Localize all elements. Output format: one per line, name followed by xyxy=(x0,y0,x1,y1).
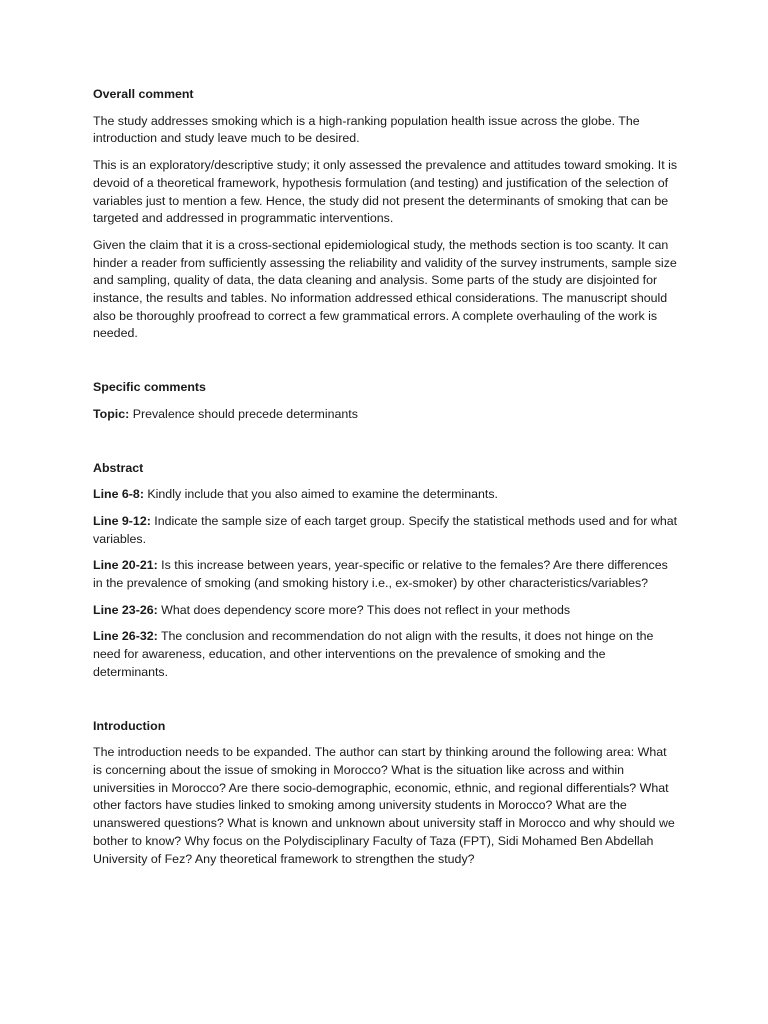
topic-text: Prevalence should precede determinants xyxy=(129,406,358,421)
review-document xyxy=(93,86,678,877)
line-ref-label: Line 26-32: xyxy=(93,629,158,644)
abstract-comment xyxy=(93,602,678,620)
abstract-comment-text: What does dependency score more? This does not reflect in your methods xyxy=(157,602,571,617)
abstract-comment xyxy=(93,628,678,681)
overall-paragraph-2: This is an exploratory/descriptive study; it only assessed the prevalence and attitudes toward smoking. It is devoid of a theoretical framework, hypothesis formulation (and testing) and justification of the selection of variables just to mention a few. Hence, the study did not present the determinants of smoking that can be targeted and addressed in programmatic interventions. xyxy=(93,158,678,226)
topic-label: Topic: xyxy=(93,406,130,421)
abstract-comment xyxy=(93,557,678,592)
abstract-comment xyxy=(93,513,678,548)
overall-paragraph-3: Given the claim that it is a cross-sectional epidemiological study, the methods section is too scanty. It can hinder a reader from sufficiently assessing the reliability and validity of the survey instruments, sample size and sampling, quality of data, the data cleaning and analysis. Some parts of the study are disjointed for instance, the results and tables. No information addressed ethical considerations. The manuscript should also be thoroughly proofread to correct a few grammatical errors. A complete overhauling of the work is needed. xyxy=(93,237,677,341)
abstract-comment-text: The conclusion and recommendation do not align with the results, it does not hinge on the need for awareness, education, and other interventions on the prevalence of smoking and the determinants. xyxy=(93,629,654,679)
abstract-comment xyxy=(93,486,678,504)
overall-comment-heading: Overall comment xyxy=(93,87,194,101)
line-ref-label: Line 23-26: xyxy=(93,602,158,617)
section-spacer xyxy=(93,352,678,379)
overall-paragraph-1: The study addresses smoking which is a high-ranking population health issue across the globe. The introduction and study leave much to be desired. xyxy=(93,113,640,146)
section-spacer xyxy=(93,691,678,718)
abstract-heading: Abstract xyxy=(93,460,144,475)
line-ref-label: Line 6-8: xyxy=(93,487,144,502)
specific-comments-heading: Specific comments xyxy=(93,380,206,395)
line-ref-label: Line 9-12: xyxy=(93,513,151,528)
introduction-paragraph: The introduction needs to be expanded. The author can start by thinking around the following area: What is concerning about the issue of smoking in Morocco? What is the situation like across and within universities in Morocco? Are there socio-demographic, economic, ethnic, and regional differentials? What other factors have studies linked to smoking among university students in Morocco? What are the unanswered questions? What is known and unknown about university staff in Morocco and why should we bother to know? Why focus on the Polydisciplinary Faculty of Taza (FPT), Sidi Mohamed Ben Abdellah University of Fez? Any theoretical framework to strengthen the study? xyxy=(93,745,675,866)
abstract-comment-text: Kindly include that you also aimed to examine the determinants. xyxy=(143,487,498,502)
introduction-heading: Introduction xyxy=(93,718,166,733)
topic-line xyxy=(93,406,678,424)
abstract-comment-text: Indicate the sample size of each target group. Specify the statistical methods used and for what variables. xyxy=(93,513,678,546)
line-ref-label: Line 20-21: xyxy=(93,558,158,573)
abstract-comment-text: Is this increase between years, year-specific or relative to the females? Are there differences in the prevalence of smoking (and smoking history i.e., ex-smoker) by other characteristics/variables? xyxy=(93,558,668,591)
section-spacer xyxy=(93,433,678,460)
